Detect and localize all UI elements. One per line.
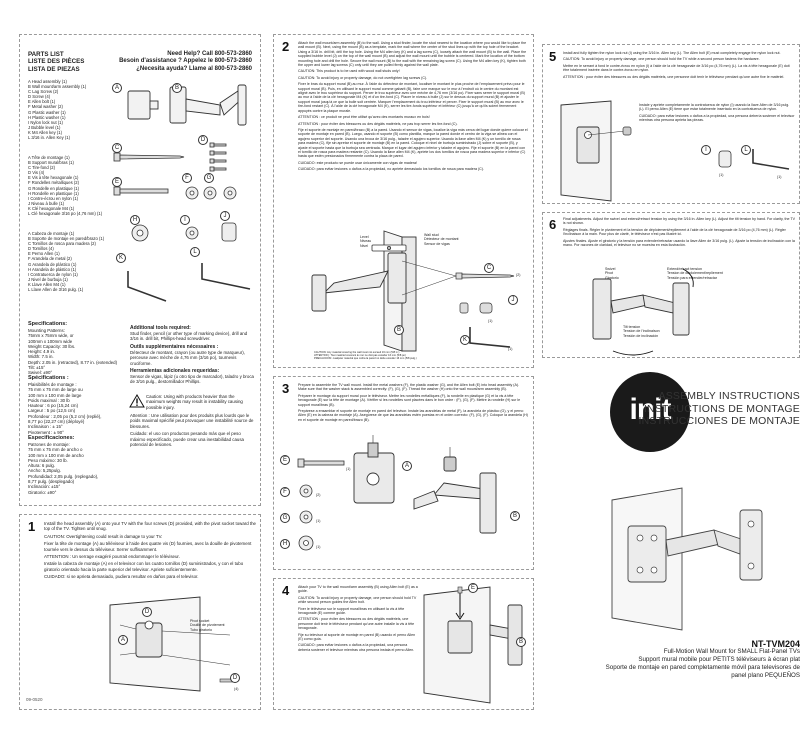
step-1-caution-es: CUIDADO: si se aprieta demasiado, pudiera resultar en daños para el televisor. — [44, 574, 199, 580]
model-number: NT-TVM204 — [751, 639, 800, 649]
parts-list-header-en: PARTS LIST — [28, 51, 64, 58]
step-2-number: 2 — [282, 39, 290, 54]
spec-line: Hauteur : 6 po (15,24 cm) — [28, 403, 79, 409]
step-3-qty-h: (1) — [316, 545, 321, 549]
list-item: G Plastic washer (1) — [28, 109, 66, 115]
part-label-i: I — [180, 215, 190, 225]
swivel-label — [605, 267, 619, 280]
step-2-caution2-en: CAUTION: To avoid injury or property damage, do not overtighten lag screws (C). — [298, 75, 428, 80]
spec-line: Depth: 2.05 in. (retracted), 8.77 in. (extended) — [28, 359, 118, 365]
step-2-es: Fije el soporte de montaje en pared/brazo (B) a la pared. Usando el sensor de vigas, localice la viga más cerca del lugar donde quiere colocar el soporte de montaje en pared (B). Luego, usando el soporte (B) como plantilla, marque la pared donde el centro de la viga se alinea con el agujero superior del soporte. Usando una broca de 3/16 pulg., taladre el agujero superior. Usando la llave allen M4 (K) y un tornillo de rosca para madera (C), fije sin apretar el soporte de montaje (B) en la pared. Coloque el nivel de burbuja suministrado (J) sobre el soporte (B), y ajuste el soporte hasta que la burbuja sea centrada. Marque el lugar del agujero inferior y taladre el agujero. Fije el soporte (B) en la pared con el tornillo de rosca para madera restante (C). Usando la llave allen M4 (K), apriete los dos tornillos de rosca para madera superior e inferior (C) hasta que estén presionados firmemente contra la placa de pared. — [298, 127, 528, 159]
cover-title-es: INSTRUCCIONES DE MONTAJE — [638, 415, 800, 427]
spec-line: Altura: 6 pulg. — [28, 463, 56, 469]
step-4-panel — [273, 578, 534, 710]
part-label-a: A — [112, 83, 122, 93]
part-label-c: C — [112, 143, 122, 153]
step-5-es: Instale y apriete completamente la contratuerca de nylon (I) usando la llave Allen de 3/16 pulg. (L). El perno Allen (E) tiene que estar totalmente insertado en la contratuerca de nylon. — [639, 103, 790, 112]
step-3-label-h: H — [280, 539, 290, 549]
step-4-caution-en: CAUTION: To avoid injury or property damage, one person should hold TV while second person guides the Allen bolt. — [298, 595, 417, 605]
wall-mount-arm-drawing — [170, 85, 246, 125]
spec-line: Peso máximo: 30 lb. — [28, 457, 68, 463]
part-label-k: K — [116, 253, 126, 263]
list-item: L 3/16 in. Allen Key (1) — [28, 135, 70, 141]
footnote-line: ATTENTION : Tout matériel couvrant le mur ne doit pas excéder 16 mm (5/8 po) — [314, 354, 406, 358]
list-item: D Vis (4) — [28, 170, 45, 176]
part-label-d: D — [198, 135, 208, 145]
caution-en: Caution: Using with products heavier than the maximum weights may result in instability causing possible injury. — [146, 394, 243, 410]
spec-line: Width: 7.5 in. — [28, 354, 54, 360]
spec-line: Ancho: 5,25pulg. — [28, 468, 61, 474]
step-1-text — [44, 521, 256, 582]
step-6-number: 6 — [549, 217, 557, 232]
label-line: Tensión de inclinación — [623, 333, 659, 338]
step-1-qty: (4) — [234, 687, 239, 691]
step-2-label-k: K — [460, 335, 470, 345]
help-phone-fr: Besoin d'assistance ? Appelez le 800-573-2860 — [119, 58, 252, 65]
label-line: Pivot — [605, 271, 613, 276]
step-1-panel — [19, 514, 261, 710]
step-6-panel — [542, 212, 800, 358]
step-2-footnote — [314, 351, 474, 361]
step-2-qty-c: (2) — [516, 273, 521, 277]
model-desc-en: Full-Motion Wall Mount for SMALL Flat-Panel TVs — [663, 648, 800, 655]
step-2-caution1-en: CAUTION: This product is to be used with wood wall studs only! — [298, 69, 400, 74]
list-item: I Nylon lock nut (1) — [28, 119, 63, 125]
spec-line: Profundidad: 2,05 pulg. (replegado), — [28, 473, 99, 479]
lag-screw-drawing — [114, 153, 184, 161]
arm-assembly-drawing — [414, 457, 496, 533]
allen-key-m4-drawing — [470, 327, 510, 347]
label-line: Tilt tension — [623, 325, 641, 329]
spec-line: 100 mm x 100 mm de ancho — [28, 452, 84, 458]
label-line: Niveau — [360, 239, 372, 244]
caution-block-fr-es — [130, 413, 254, 449]
step-4-text — [298, 585, 418, 654]
step-2-qty-k: (1) — [508, 347, 513, 351]
tools-fr: Détecteur de montant, crayon (ou autre type de marqueur), perceuse avec mèche de 4,76 mm (3/16 po), tournevis cruciforme. — [130, 349, 245, 366]
init-logo: init — [610, 372, 690, 452]
step-5-text-es — [639, 103, 795, 125]
step-4-number: 4 — [282, 583, 290, 598]
callout-line: Tubo giratorio — [190, 627, 213, 632]
list-item: B Support mural/bras (1) — [28, 160, 74, 166]
list-item: H Plastic washer (1) — [28, 114, 66, 120]
spec-line: 75mm x 75mm wide, or — [28, 333, 74, 339]
step-6-es: Ajustes finales. Ajuste el giratorio y la tensión para extender/retractar usando la llave Allen de 3/16 pulg. (L). Ajuste la tensión de inclinación con la mano. Por razones de claridad, el televisor no se muestra en esta ilustración. — [563, 238, 795, 248]
step-1-label-a: A — [118, 635, 128, 645]
parts-list-fr — [28, 155, 102, 216]
label-line: Tension de l'inclinaison — [623, 329, 660, 334]
label-line: Détecteur de montant — [424, 237, 459, 242]
list-item: J Niveau à bulle (1) — [28, 200, 65, 206]
step-5-label-l: L — [741, 145, 751, 155]
step-2-panel — [273, 34, 534, 368]
part-label-b: B — [172, 83, 182, 93]
list-item: C Lag Screw (2) — [28, 89, 59, 95]
part-label-e: E — [112, 177, 122, 187]
label-line: Nivel — [360, 243, 368, 248]
footnote-line: PRECAUCIÓN: cualquier material que cubra la pared no debe exceder 16 mm (5/8 pulg.) — [314, 357, 417, 361]
caution-es: Cuidado: el uso con productos pesando más que el peso máximo especificado, puede crear una inestabilidad causa potencial de lesiones. — [130, 431, 244, 448]
list-item: D Screw (4) — [28, 94, 51, 100]
allen-bolt-drawing — [114, 187, 168, 195]
step-3-panel — [273, 376, 534, 570]
spec-line: Mounting Patterns: — [28, 328, 65, 333]
step-5-parts — [713, 145, 793, 175]
step-3-qty-f: (2) — [316, 493, 321, 497]
step-5-text — [563, 51, 795, 81]
specifications-fr — [28, 375, 101, 435]
part-label-f: F — [182, 173, 192, 183]
step-3-label-g: G — [280, 513, 290, 523]
list-item: G Rondelle en plastique (1) — [28, 185, 79, 191]
step-2-label-j: J — [508, 295, 518, 305]
list-item: H Arandela de plástico (1) — [28, 266, 77, 272]
step-3-label-f: F — [280, 487, 290, 497]
callout-line: Douille de pivotement — [190, 623, 225, 628]
list-item: F Metal washer (2) — [28, 104, 63, 110]
list-item: B Soporte de montaje en pared/brazo (1) — [28, 236, 105, 242]
washers-drawing — [186, 187, 236, 199]
step-6-fr: Réglages finals. Régler le pivotement et la tension de déploiement/repliement à l'aide de la clé hexagonale de 3/16 po (4,76 mm) (L). Régler l'inclinaison à la main. Pour plus de clarté, le téléviseur n'est pas illustré ici. — [563, 227, 786, 237]
screws-drawing — [210, 143, 226, 171]
step-5-panel — [542, 44, 800, 204]
cover-titles — [620, 390, 800, 428]
list-item: E Allen bolt (1) — [28, 99, 56, 105]
step-1-en: Install the head assembly (A) onto your TV with the four screws (D) provided, with the pivot socket toward the top of the TV. Tighten until snug. — [44, 521, 256, 532]
list-item: A Cabeza de montaje (1) — [28, 231, 75, 236]
part-label-l: L — [190, 247, 200, 257]
tools-title-es: Herramientas adicionales requeridas: — [130, 368, 220, 375]
pivot-socket-callout — [190, 619, 225, 632]
caution-block — [146, 394, 254, 412]
step-1-fr: Fixer la tête de montage (A) au téléviseur à l'aide des quatre vis (D) fournies, avec la douille de pivotement tournée vers le dessus du téléviseur. Serrer suffisamment. — [44, 541, 252, 552]
specifications-es — [28, 435, 98, 495]
step-2-illustration — [284, 231, 524, 351]
list-item: B Wall mount/arm assembly (1) — [28, 84, 87, 90]
spec-title-es: Especificaciones: — [28, 435, 75, 441]
step-1-number: 1 — [28, 519, 36, 534]
step-5-en: Install and fully tighten the nylon lock nut (I) using the 3/16 in. Allen key (L). The Allen bolt (E) must completely engage the nylon lock nut. — [563, 51, 781, 55]
footnote-line: CAUTION: Any material covering the wall must not exceed 16 mm (5/8 in.) — [314, 351, 400, 354]
spec-line: Height: 4.9 in. — [28, 349, 56, 355]
spec-line: Pivotement : ± 90° — [28, 429, 64, 435]
tools-title-fr: Outils supplémentaires nécessaires : — [130, 343, 219, 350]
step-2-qty-j: (1) — [488, 319, 493, 323]
list-item: E Vis à tête hexagonale (1) — [28, 175, 79, 181]
step-4-es: Fije su televisor al soporte de montaje en pared (B) usando el perno Allen (E) como guía. — [298, 632, 416, 642]
additional-tools — [130, 325, 254, 387]
step-2-caution1-es: CUIDADO: este producto se puede usar únicamente con vigas de madera! — [298, 160, 418, 165]
spec-line: Tilt: ±15° — [28, 365, 46, 371]
list-item: H Rondelle en plastique (1) — [28, 190, 79, 196]
step-4-caution-es: CUIDADO: para evitar lesiones o daños a la propiedad, una persona debería sostener el televisor mientras otra persona instala el perno Allen. — [298, 643, 415, 652]
label-line: Sensor de vigas — [424, 241, 450, 246]
spec-line: Profondeur : 2,05 po (5,2 cm) (replié), — [28, 413, 102, 419]
step-4-caution-fr: ATTENTION : pour éviter des blessures ou des dégâts matériels, une personne doit tenir le téléviseur pendant qu'une autre installe la vis à tête hexagonale. — [298, 617, 415, 631]
help-phone-en: Need Help? Call 800-573-2860 — [167, 51, 252, 57]
step-4-en: Attach your TV to the wall mount/arm assembly (B) using Allen bolt (E) as a guide. — [298, 585, 418, 594]
list-item: C Tire-fond (2) — [28, 165, 55, 171]
washer-h-and-nut-drawing — [132, 223, 236, 241]
tools-es: Sensor de vigas, lápiz (u otro tipo de marcador), taladro y broca de 3/16 pulg., destornillador Phillips. — [130, 374, 254, 385]
label-line: Tensión para extender/retractar — [667, 275, 717, 280]
spec-line: 75 mm x 75 mm de ancho o — [28, 447, 83, 453]
part-label-j: J — [220, 211, 230, 221]
step-5-number: 5 — [549, 49, 557, 64]
spec-line: Plaisibilités de montage : — [28, 382, 77, 387]
help-phone-block — [118, 51, 252, 73]
list-item: D Tornillos (4) — [28, 246, 54, 252]
cover-title-en: ASSEMBLY INSTRUCTIONS — [658, 390, 800, 402]
callout-line: Pivot socket — [190, 619, 210, 623]
list-item: K Llave Allen M4 (1) — [28, 281, 66, 287]
step-3-number: 3 — [282, 381, 290, 396]
list-item: I Contratuerca de nylon (1) — [28, 271, 78, 277]
list-item: A Tête de montage (1) — [28, 155, 70, 160]
step-6-text — [563, 217, 795, 249]
step-1-label-d2: D — [230, 673, 240, 683]
step-3-label-a: A — [402, 461, 412, 471]
list-item: J Nivel de burbuja (1) — [28, 276, 68, 282]
parts-illustration — [110, 83, 260, 323]
washer-stack-drawing — [299, 485, 313, 550]
spec-line: 8,77 po (22,27 cm) (déployé) — [28, 419, 85, 425]
model-desc-fr: Support mural mobile pour PETITS téléviseurs à écran plat — [638, 656, 800, 663]
mount-on-wall-drawing — [312, 253, 406, 311]
parts-list-es — [28, 231, 104, 292]
list-item: K M4 Allen key (1) — [28, 129, 62, 135]
list-item: L Clé hexagonale 3/16 po (4,76 mm) (1) — [28, 211, 103, 217]
step-2-caution1-fr: ATTENTION : ce produit ne peut être utilisé qu'avec des montants muraux en bois! — [298, 115, 430, 120]
model-block — [590, 640, 800, 680]
spec-line: 100mm x 100mm wide — [28, 338, 73, 344]
list-item: G Arandela de plástico (1) — [28, 261, 77, 267]
tools-title-en: Additional tools required: — [130, 325, 191, 331]
caution-fr: Attention : Une utilisation pour des produits plus lourds que le poids maximal spécifié peut provoquer une instabilité source de blessures. — [130, 413, 254, 429]
step-5-illustration — [551, 101, 641, 201]
step-3-qty-g: (1) — [316, 519, 321, 523]
step-5-qty-l: (1) — [777, 175, 782, 179]
parts-list-header-fr: LISTE DES PIÈCES — [28, 58, 85, 66]
level-label — [360, 235, 371, 248]
spec-line: Inclinaison : ± 15° — [28, 424, 63, 430]
step-2-en: Attach the wall mount/arm assembly (B) to the wall. Using a stud finder, locate the stud nearest to the location where you would like to place the wall mount (B). Next, using the mount (B) as a template, mark the wall where the center of the stud lines up with the top hole of the bracket. Using a 3/16 in. drill bit, drill the top hole. Using the M4 allen key (K) and a lag screw (C), loosely attach the wall mount (B) to the wall. Place the supplied bubble level (J) on the top of the wall mount (B) and adjust the wall mount until the bubble is centered. Mark the location of the bottom mounting hole and drill the hole. Secure the wall mount (B) to the wall with the remaining lag screw (C). Using the M4 allen key (K), tighten both the upper and lower lag screws (C) only until they are pulled firmly against the wall plate. — [298, 41, 527, 68]
step-2-label-b: B — [394, 325, 404, 335]
step-4-illustration — [420, 585, 530, 705]
wall-stud-label — [424, 233, 459, 246]
spec-line: 8,77 pulg. (desplegado) — [28, 479, 75, 485]
label-line: Giratorio — [605, 275, 619, 280]
spec-line: Poids maximal : 30 lb — [28, 397, 70, 403]
step-4-label-e: E — [468, 583, 478, 593]
spec-title-fr: Spécifications : — [28, 375, 69, 381]
step-3-es: Prepárese a ensamblar el soporte de montaje en pared del televisor. Instale las arandelas de metal (F), la arandela de plástico (G), y el perno Allen (E) en la cabeza de montaje (A). Asegúrese de que las arandelas estén puestas en el orden correcto: (F), (G), (F). Coloque la arandela (H) en el soporte de montaje en pared/brazo (B). — [298, 409, 528, 422]
level-drawing — [372, 245, 406, 251]
part-label-h: H — [130, 215, 140, 225]
lag-screw-drawing — [456, 273, 514, 313]
document-code: 09-0520 — [26, 697, 43, 702]
label-line: Level — [360, 235, 369, 239]
step-5-qty-i: (1) — [719, 173, 724, 177]
spec-line: Giratorio: ±90° — [28, 489, 57, 495]
label-line: Swivel — [605, 267, 616, 271]
spec-line: Largeur : 5 po (12,5 cm) — [28, 408, 76, 414]
list-item: F Rondelles métalliques (2) — [28, 180, 79, 186]
spec-line: Patrones de montaje: — [28, 442, 70, 447]
extend-retract-label — [667, 267, 723, 280]
step-1-es: Instale la cabeza de montaje (A) en el televisor con los cuatro tornillos (D) suministrados, y con el tubo giratorio orientado hacia la parte superior del televisor. Apriete suficientemente. — [44, 561, 244, 572]
step-2-text — [298, 41, 528, 174]
step-3-fr: Préparer le montage du support mural pour le téléviseur. Mettre les rondelles métalliques (F), la rondelle en plastique (G) et la vis à tête hexagonale (E) sur la tête de montage (A). Vérifier si les rondelles sont placées dans le bon ordre : (F), (G), (F). Mettre la rondelle (H) sur le support mural/bras (B). — [298, 393, 521, 407]
list-item: C Tornillos de rosca para madera (2) — [28, 241, 96, 247]
tilt-tension-label — [623, 325, 660, 338]
spec-line: Weight Capacity: 30 lbs. — [28, 343, 76, 349]
parts-list-panel — [19, 34, 261, 506]
step-3-en: Prepare to assemble the TV wall mount. Install the metal washers (F), the plastic washer (G), and the Allen bolt (E) into head assembly (A). Make sure that the washer stack is assembled correctly: (F), (G), (F). Thread the washer (H) onto the wall mount/arm assembly (B). — [298, 383, 520, 392]
label-line: Extend/retract tension — [667, 267, 702, 271]
spec-line: Swivel: ±90° — [28, 370, 53, 376]
head-assembly-drawing — [128, 91, 158, 119]
step-1-caution-en: CAUTION: Overtightening could result in damage to your TV. — [44, 533, 163, 539]
spec-line: 100 mm x 100 mm de large — [28, 392, 82, 398]
model-desc-es: Soporte de montaje en pared completamente móvil para televisores de panel plano PEQUEÑOS — [605, 664, 800, 679]
allen-keys-drawing — [128, 263, 250, 301]
step-1-illustration — [90, 595, 240, 695]
spec-line: 75 mm x 75 mm de large ou — [28, 387, 83, 393]
help-phone-es: ¿Necesita ayuda? Llame al 800-573-2860 — [136, 65, 252, 72]
parts-list-header-es: LISTA DE PIEZAS — [28, 65, 80, 73]
list-item: E Perno Allen (1) — [28, 251, 60, 257]
label-line: Tension de déploiement/repliement — [667, 271, 723, 276]
spec-title-en: Specifications: — [28, 321, 68, 327]
list-item: F Arandela de metal (2) — [28, 256, 72, 262]
step-2-fr: Fixer le bras du support mural (B) au mur. À l'aide du détecteur de montant, localiser le montant le plus proche de l'emplacement prévu pour le support mural (B). Puis, en utilisant le support mural comme gabarit (B), faire une marque sur le mur à l'endroit où le centre du montant est aligné avec le trou supérieur du support. Percer le trou supérieur avec une mèche de 4,76 mm (3/16 po). Fixer sans serrer le support mural (B) au mur à l'aide de la clé hexagonale M4 (K) et d'un tire-fond (C). Placer le niveau à bulle (J) sur le dessus du support mural (B) et ajuster le support mural jusqu'à ce que la bulle soit centrée. Marquer l'emplacement du trou inférieur et percer. Fixer le support mural (B) au mur avec le tire-fond restant (C). À l'aide de la clé hexagonale M4 (K), serrer les tire-fonds supérieur et inférieur (C) jusqu'à ce qu'ils soient fermement appuyés contre la plaque murale. — [298, 82, 525, 113]
label-line: Wall stud — [424, 233, 439, 237]
step-3-label-e: E — [280, 455, 290, 465]
step-2-caution2-es: CUIDADO: para evitar lesiones o daños a la propiedad, no apriete demasiado los tornillos de rosca para madera (C). — [298, 167, 484, 172]
list-item: L Llave Allen de 3/16 pulg. (1) — [28, 287, 84, 293]
tools-en: Stud finder, pencil (or other type of marking device), drill and 3/16 in. drill bit, Phillips-head screwdriver. — [130, 331, 248, 342]
list-item: I Contre-écrou en nylon (1) — [28, 195, 79, 201]
product-illustration — [604, 480, 774, 630]
list-item: K Clé hexagonale M4 (1) — [28, 205, 75, 211]
step-5-caution-es: CUIDADO: para evitar lesiones o daños a la propiedad, una persona debería sostener el televisor mientras otra persona aprieta las piezas. — [639, 113, 795, 123]
list-item: A Head assembly (1) — [28, 79, 67, 84]
parts-list-headers — [28, 51, 84, 73]
step-3-label-b: B — [510, 511, 520, 521]
step-3-text — [298, 383, 528, 424]
spec-line: Inclinación: ±15° — [28, 484, 61, 490]
head-assembly-drawing — [354, 443, 394, 503]
cover-title-fr: INSTRUCTIONS DE MONTAGE — [643, 402, 800, 415]
step-5-caution-en: CAUTION: To avoid injury or property damage, one person should hold the TV while a second person fastens the hardware. — [563, 57, 760, 62]
step-1-caution-fr: ATTENTION : Un serrage exagéré pourrait endommager le téléviseur. — [44, 554, 180, 560]
caution-triangle-icon — [130, 395, 144, 407]
step-5-label-i: I — [701, 145, 711, 155]
step-5-caution-fr: ATTENTION : pour éviter des blessures ou des dégâts matériels, une personne doit tenir le téléviseur pendant qu'une autre fixe le matériel. — [563, 74, 785, 79]
step-3-qty-e: (1) — [346, 467, 351, 471]
step-4-fr: Fixer le téléviseur sur le support mural/bras en utilisant la vis à tête hexagonale (E) comme guide. — [298, 606, 405, 616]
step-2-caution2-fr: ATTENTION : pour éviter des blessures ou des dégâts matériels, ne pas trop serrer les tire-fond (C). — [298, 121, 458, 126]
allen-bolt-drawing — [298, 459, 344, 467]
specifications-en — [28, 321, 117, 376]
step-5-fr: Mettre en le serrant à fond le contre-écrou en nylon (I) à l'aide de la clé hexagonale de 3/16 po (4,76 mm) (L). La vis à tête hexagonale (E) doit être totalement insérée dans le contre-écrou en nylon. — [563, 63, 790, 73]
part-label-g: G — [204, 173, 214, 183]
list-item: J Bubble level (1) — [28, 124, 61, 130]
step-6-en: Final adjustments. Adjust the swivel and extend/retract tension by using the 3/16 in. Allen key (L). Adjust the tilt tension by hand. For clarity, the TV is not shown. — [563, 217, 795, 226]
step-2-label-c: C — [484, 263, 494, 273]
step-1-label-d: D — [142, 607, 152, 617]
parts-list-en — [28, 79, 86, 140]
step-4-label-b: B — [516, 637, 526, 647]
